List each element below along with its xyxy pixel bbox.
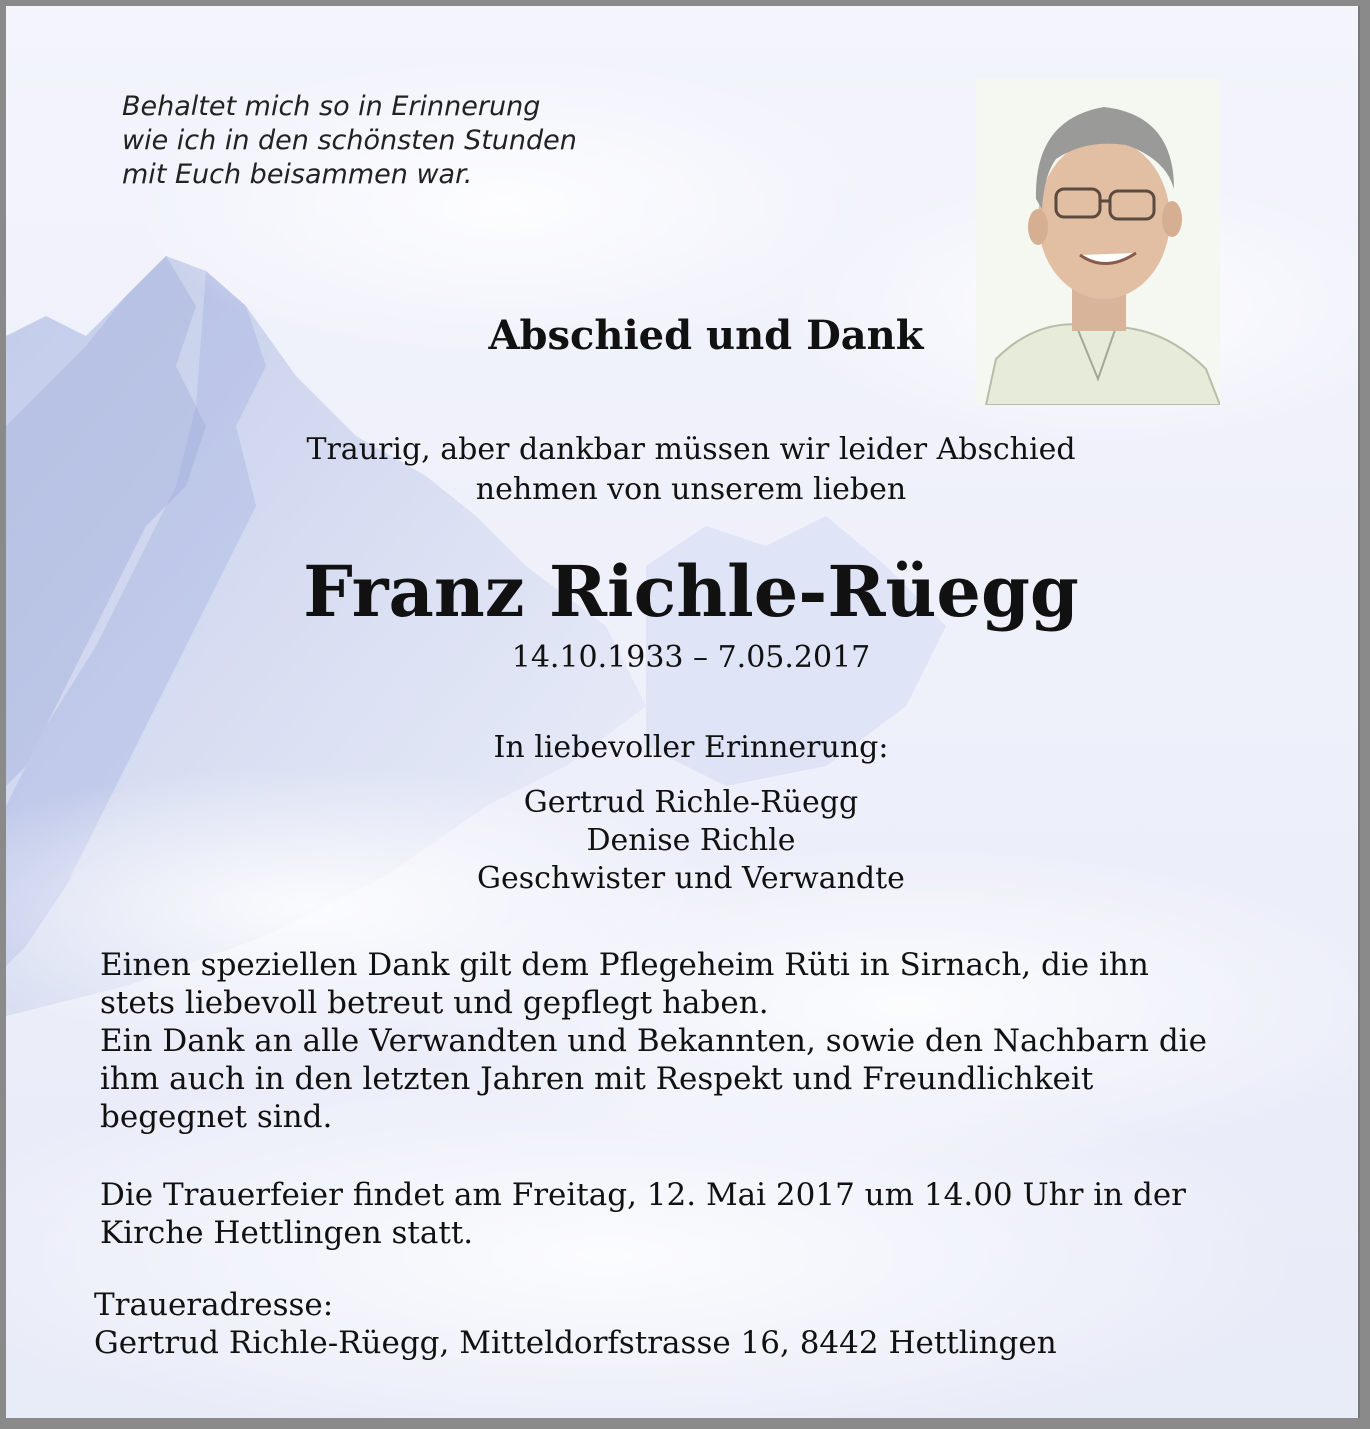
motto-line: Behaltet mich so in Erinnerung [122,91,541,122]
thanks-line: ihm auch in den letzten Jahren mit Respekt und Freundlichkeit [100,1061,1094,1097]
intro-line: nehmen von unserem lieben [475,472,907,507]
thanks-paragraph [100,946,1300,1136]
mourner-name: Denise Richle [586,823,796,858]
service-line: Kirche Hettlingen statt. [100,1215,474,1251]
service-line: Die Trauerfeier findet am Freitag, 12. Mai 2017 um 14.00 Uhr in der [100,1177,1186,1213]
thanks-line: stets liebevoll betreut und gepflegt haben. [100,985,769,1021]
motto-line: mit Euch beisammen war. [122,159,473,190]
page-title: Abschied und Dank [488,312,924,359]
motto-line: wie ich in den schönsten Stunden [122,125,577,156]
mourner-name: Geschwister und Verwandte [477,861,905,896]
thanks-line: begegnet sind. [100,1099,333,1135]
thanks-line: Einen speziellen Dank gilt dem Pflegeheim Rüti in Sirnach, die ihn [100,947,1149,983]
mourning-address [94,1286,1057,1362]
address-label: Traueradresse: [94,1287,334,1323]
intro-text [6,430,1360,510]
motto-quote [122,90,642,192]
deceased-name: Franz Richle-Rüegg [303,550,1079,633]
life-dates: 14.10.1933 – 7.05.2017 [511,640,871,675]
intro-line: Traurig, aber dankbar müssen wir leider Abschied [306,432,1076,467]
address-value: Gertrud Richle-Rüegg, Mitteldorfstrasse 16, 8442 Hettlingen [94,1325,1057,1361]
mourners-list [6,784,1360,898]
thanks-line: Ein Dank an alle Verwandten und Bekannten, sowie den Nachbarn die [100,1023,1207,1059]
mourner-name: Gertrud Richle-Rüegg [523,785,859,820]
service-paragraph [100,1176,1300,1252]
obituary-card [6,6,1360,1418]
memory-label: In liebevoller Erinnerung: [493,730,889,765]
